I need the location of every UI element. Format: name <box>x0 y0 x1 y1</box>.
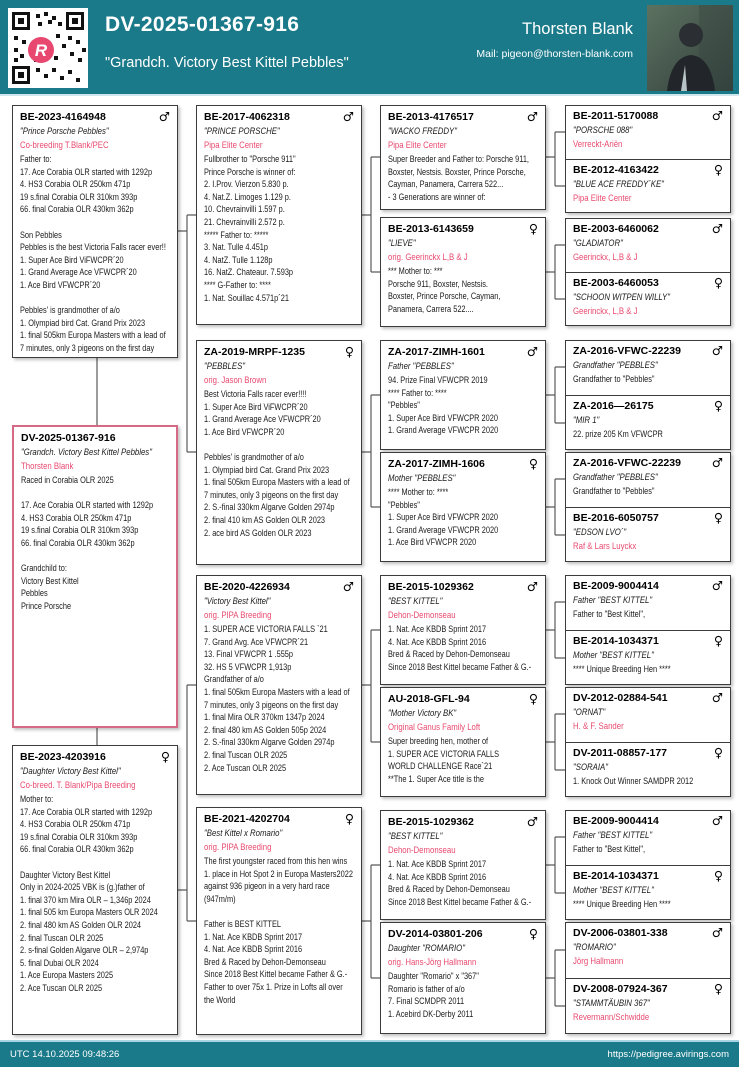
sex-icon: ♀ <box>713 632 723 648</box>
footer <box>0 1040 739 1067</box>
pigeon-name: Grandfather "PEBBLES" <box>573 360 658 371</box>
achievements: 1. SUPER ACE VICTORIA FALLS `21 7. Grand Avg. Ace VFWCPR´21 13. Final VFWCPR 1 .555p 32. HS 5 VFWCPR 1,913p Grandfather of a/o 1. final 505km Europa Masters with a lead of 7 minutes, only 3 pigeons on the first day 1. final Mira OLR 370km 1347p 2024 2. final 480 km AS Golden 505p 2024 2. S.-final 330km Algarve Golden 2974p 2. final Tuscan OLR 2025 2. Ace Tuscan OLR 2025 <box>204 624 350 773</box>
pedigree-box-mmmm <box>566 978 730 1034</box>
pigeon-name: "Mother Victory BK" <box>388 708 457 719</box>
ring-number: BE-2003-6460053 <box>573 276 659 289</box>
sex-icon: ♂ <box>711 108 723 123</box>
pigeon-name: "MIR 1" <box>573 414 600 426</box>
owner-photo <box>647 5 733 91</box>
ring-number: DV-2025-01367-916 <box>21 432 116 444</box>
pedigree-box-fmm <box>380 452 546 562</box>
pedigree-box-fm <box>196 340 362 565</box>
ring-number: DV-2006-03801-338 <box>573 927 668 939</box>
ring-number: DV-2012-02884-541 <box>573 692 668 704</box>
ring-number: BE-2009-9004414 <box>573 580 659 592</box>
achievements: 94. Prize Final VFWCPR 2019 **** Father to: **** "Pebbles" 1. Super Ace Bird VFWCPR 2020 1. Grand Average VFWCPR 2020 <box>388 375 499 436</box>
ring-number: DV-2014-03801-206 <box>388 928 483 940</box>
ring-number: DV-2008-07924-367 <box>573 982 668 995</box>
breeder-name: H. & F. Sander <box>573 721 624 732</box>
breeder-name: Pipa Elite Center <box>573 192 632 204</box>
breeder-name: Co-breed. T. Blank/Pipa Breeding <box>20 780 136 791</box>
pigeon-name: "LIEVE" <box>388 238 416 249</box>
breeder-name: Dehon-Demonseau <box>388 610 456 621</box>
pedigree-box-father <box>12 105 178 358</box>
sex-icon: ♂ <box>158 109 170 124</box>
ring-number: BE-2014-1034371 <box>573 634 659 647</box>
breeder-name: Geerinckx, L,B & J <box>573 252 638 263</box>
pigeon-name: Mother "BEST KITTEL" <box>573 884 654 896</box>
ring-number: ZA-2017-ZIMH-1606 <box>388 458 485 470</box>
ring-number: BE-2009-9004414 <box>573 815 659 827</box>
breeder-name: Jörg Hallmann <box>573 956 624 967</box>
ring-number: DV-2011-08857-177 <box>573 746 667 759</box>
pigeon-name: "WACKO FREDDY" <box>388 126 458 137</box>
breeder-name: orig. PIPA Breeding <box>204 610 272 621</box>
pedigree-box-mm <box>196 807 362 1035</box>
sex-icon: ♂ <box>342 109 354 124</box>
sex-icon: ♀ <box>713 509 723 525</box>
achievements: **** Mother to: **** "Pebbles" 1. Super Ace Bird VFWCPR 2020 1. Grand Average VFWCPR 2020 1. Ace Bird VFWCPR 2020 <box>388 487 499 548</box>
achievements: 1. Nat. Ace KBDB Sprint 2017 4. Nat. Ace KBDB Sprint 2016 Bred & Raced by Dehon-Demonseau Since 2018 Best Kittel became Father & G.- <box>388 624 532 672</box>
pedigree-box-mother <box>12 745 178 1035</box>
ring-number: BE-2012-4163422 <box>573 163 659 176</box>
pigeon-name: Father "PEBBLES" <box>388 361 454 372</box>
achievements: 22. prize 205 Km VFWCPR <box>573 428 663 439</box>
pedigree-pair-mfff-mffm <box>565 575 731 685</box>
achievements: Grandfather to "Pebbles" <box>573 486 655 496</box>
pedigree-box-fmmf <box>566 453 730 507</box>
breeder-name: orig. Geerinckx L,B & J <box>388 252 468 263</box>
achievements: Fullbrother to "Porsche 911" Prince Porsche is winner of: 2. I.Prov. Vierzon 5.830 p. 4. Nat.Z. Limoges 1.129 p. 10. Chevrainvilli 1.597 p. 21. Chevrainvilli 2.572 p. ***** Father to: ***** 3. Nat. Tulle 4.451p 4. NatZ. Tulle 1.128p 16. NatZ. Chateaur. 7.593p **** G-Father to: **** 1. Nat. Souillac 4.571p´21 <box>204 154 296 303</box>
ring-number: BE-2016-6050757 <box>573 511 659 524</box>
achievements: 1. Nat. Ace KBDB Sprint 2017 4. Nat. Ace KBDB Sprint 2016 Bred & Raced by Dehon-Demonseau Since 2018 Best Kittel became Father & G.- <box>388 859 532 907</box>
owner-name: Thorsten Blank <box>522 20 633 38</box>
achievements: Daughter "Romario" x "367" Romario is father of a/o 7. Final SCMDPR 2011 1. Acebird DK-Derby 2011 <box>388 971 479 1019</box>
ring-number: BE-2021-4202704 <box>204 813 290 825</box>
sex-icon: ♂ <box>711 925 723 940</box>
sex-icon: ♂ <box>711 813 723 828</box>
ring-number: BE-2023-4164948 <box>20 111 106 123</box>
pedigree-box-mmf <box>380 810 546 920</box>
pedigree-box-mfff <box>566 576 730 630</box>
sex-icon: ♀ <box>344 811 354 826</box>
achievements: Father to: 17. Ace Corabia OLR started with 1292p 4. HS3 Corabia OLR 250km 471p 19 s.final Corabia OLR 310km 393p 66. final Corabia OLR 430km 362p Son Pebbles Pebbles is the best Victoria Falls racer ever!! 1. Super Ace Bird ViFWCPR´20 1. Grand Average Ace VFWCPR´20 1. Ace Bird VFWCPR´20 Pebbles' is grandmother of a/o 1. Olympiad bird Cat. Grand Prix 2023 1. final 505km Europa Masters with a lead of 7 minutes, only 3 pigeons on the first day <box>20 154 166 353</box>
pedigree-box-mfmm <box>566 742 730 797</box>
footer-url-link[interactable]: https://pedigree.avirings.com <box>607 1049 729 1060</box>
pigeon-name: "SORAIA" <box>573 761 608 773</box>
ring-number: BE-2015-1029362 <box>388 581 474 593</box>
ring-number: BE-2011-5170088 <box>573 110 659 122</box>
sex-icon: ♀ <box>528 456 538 471</box>
pedigree-box-fff <box>380 105 546 210</box>
achievements: *** Mother to: *** Porsche 911, Boxster, Nestsis. Boxster, Prince Porsche, Cayman, Panamera, Carrera 522.... <box>388 266 501 314</box>
pigeon-name: "PEBBLES" <box>204 361 246 372</box>
pedigree-box-fmfm <box>566 395 730 450</box>
breeder-name: Pipa Elite Center <box>204 140 263 151</box>
achievements: **** Unique Breeding Hen **** <box>573 663 671 674</box>
sex-icon: ♂ <box>711 455 723 470</box>
ring-number: BE-2015-1029362 <box>388 816 474 828</box>
pigeon-name: "PRINCE PORSCHE" <box>204 126 280 137</box>
sex-icon: ♀ <box>713 397 723 413</box>
breeder-name: Pipa Elite Center <box>388 140 447 151</box>
pigeon-name: "Victory Best Kittel" <box>204 596 271 607</box>
ring-number: BE-2017-4062318 <box>204 111 290 123</box>
pedigree-box-mmfm <box>566 865 730 920</box>
sex-icon: ♂ <box>526 109 538 124</box>
pigeon-name: "EDSON LVO´" <box>573 526 627 538</box>
achievements: Raced in Corabia OLR 2025 17. Ace Corabia OLR started with 1292p 4. HS3 Corabia OLR 250km 471p 19 s.final Corabia OLR 310km 393p 66. final Corabia OLR 430km 362p Grandchild to: Victory Best Kittel Pebbles Prince Porsche <box>21 475 154 611</box>
achievements: Super breeding hen, mother of 1. SUPER ACE VICTORIA FALLS WORLD CHALLENGE Race`21 **The 1. Super Ace title is the <box>388 736 500 784</box>
pedigree-box-fffm <box>566 159 730 213</box>
pedigree-pair-mmmf-mmmm <box>565 922 731 1034</box>
ring-number: BE-2014-1034371 <box>573 869 659 882</box>
pigeon-name: "BEST KITTEL" <box>388 596 443 607</box>
breeder-name: Thorsten Blank <box>21 461 74 472</box>
pigeon-name: "Prince Porsche Pebbles" <box>20 126 109 137</box>
pigeon-name: Daughter "ROMARIO" <box>388 943 465 954</box>
ring-number: AU-2018-GFL-94 <box>388 693 470 705</box>
ring-number: BE-2023-4203916 <box>20 751 106 763</box>
header <box>0 0 739 96</box>
page-subtitle: "Grandch. Victory Best Kittel Pebbles" <box>105 55 349 71</box>
pedigree-box-mffm <box>566 630 730 685</box>
pigeon-name: "SCHOON WITPEN WILLY" <box>573 291 671 303</box>
footer-timestamp: UTC 14.10.2025 09:48:26 <box>10 1049 120 1060</box>
pigeon-name: "ROMARIO" <box>573 942 616 953</box>
qr-code <box>8 8 88 88</box>
achievements: Super Breeder and Father to: Porsche 911, Boxster, Nestsis. Boxster, Prince Porsche, Cayman, Panamera, Carrera 522... - 3 Generations are winner of: <box>388 154 529 202</box>
ring-number: BE-2020-4226934 <box>204 581 290 593</box>
sex-icon: ♀ <box>713 274 723 290</box>
sex-icon: ♂ <box>342 579 354 594</box>
ring-number: ZA-2016—26175 <box>573 399 654 412</box>
pigeon-name: Mother "BEST KITTEL" <box>573 649 654 661</box>
pigeon-name: "Grandch. Victory Best Kittel Pebbles" <box>21 447 152 458</box>
pedigree-box-mmm <box>380 922 546 1034</box>
ring-number: ZA-2016-VFWC-22239 <box>573 457 681 469</box>
ring-number: BE-2013-6143659 <box>388 223 474 235</box>
sex-icon: ♀ <box>713 744 723 760</box>
pedigree-box-mf <box>196 575 362 795</box>
sex-icon: ♀ <box>713 867 723 883</box>
svg-text:R: R <box>34 41 48 60</box>
pigeon-name: "PORSCHE 088" <box>573 125 633 136</box>
achievements: Father to "Best Kittel", <box>573 844 646 854</box>
ring-number: BE-2013-4176517 <box>388 111 474 123</box>
breeder-name: orig. Hans-Jörg Hallmann <box>388 957 477 968</box>
pedigree-pair-mfmf-mfmm <box>565 687 731 797</box>
pigeon-name: Grandfather "PEBBLES" <box>573 472 658 483</box>
pedigree-pair-fmff-fmfm <box>565 340 731 450</box>
pedigree-pair-fmmf-fmmm <box>565 452 731 562</box>
pedigree-box-ffff <box>566 106 730 159</box>
pedigree-box-fmff <box>566 341 730 395</box>
page-title: DV-2025-01367-916 <box>105 13 300 36</box>
sex-icon: ♀ <box>528 221 538 236</box>
pedigree-pair-ffff-fffm <box>565 105 731 213</box>
pedigree-box-ffmm <box>566 272 730 326</box>
ring-number: ZA-2019-MRPF-1235 <box>204 346 305 358</box>
sex-icon: ♀ <box>528 926 538 941</box>
breeder-name: Geerinckx, L,B & J <box>573 305 638 317</box>
breeder-name: Revermann/Schwidde <box>573 1011 650 1023</box>
pedigree-box-ffm <box>380 217 546 327</box>
pedigree-box-ffmf <box>566 219 730 272</box>
pigeon-name: "Best Kittel x Romario" <box>204 828 283 839</box>
pedigree-box-subject <box>12 425 178 728</box>
pigeon-name: "BLUE ACE FREDDY´KE" <box>573 178 664 190</box>
achievements: 1. Knock Out Winner SAMDPR 2012 <box>573 775 694 786</box>
sex-icon: ♂ <box>711 221 723 236</box>
pedigree-pair-ffmf-ffmm <box>565 218 731 326</box>
pigeon-name: "BEST KITTEL" <box>388 831 443 842</box>
achievements: Best Victoria Falls racer ever!!!! 1. Super Ace Bird ViFWCPR´20 1. Grand Average Ace VFWCPR´20 1. Ace Bird VFWCPR´20 Pebbles' is grandmother of a/o 1. Olympiad bird Cat. Grand Prix 2023 1. final 505km Europa Masters with a lead of 7 minutes, only 3 pigeons on the first day 2. S.-final 330km Algarve Golden 2974p 2. final 410 km AS Golden OLR 2023 2. ace bird AS Golden OLR 2023 <box>204 389 350 538</box>
pedigree-box-fmmm <box>566 507 730 562</box>
achievements: Grandfather to "Pebbles" <box>573 374 655 384</box>
sex-icon: ♂ <box>526 814 538 829</box>
breeder-name: orig. PIPA Breeding <box>204 842 272 853</box>
ring-number: BE-2003-6460062 <box>573 223 659 235</box>
breeder-name: Verreckt-Ariën <box>573 139 623 150</box>
pedigree-box-mmff <box>566 811 730 865</box>
pedigree-box-fmf <box>380 340 546 450</box>
sex-icon: ♂ <box>711 343 723 358</box>
pigeon-name: "ORNAT" <box>573 707 606 718</box>
pigeon-name: Mother "PEBBLES" <box>388 473 456 484</box>
pedigree-box-ff <box>196 105 362 325</box>
achievements: **** Unique Breeding Hen **** <box>573 898 671 909</box>
pedigree-box-mfmf <box>566 688 730 742</box>
sex-icon: ♀ <box>528 691 538 706</box>
pedigree-box-mff <box>380 575 546 685</box>
sex-icon: ♀ <box>160 749 170 764</box>
pedigree-box-mfm <box>380 687 546 797</box>
sex-icon: ♀ <box>344 344 354 359</box>
sex-icon: ♀ <box>713 161 723 177</box>
achievements: The first youngster raced from this hen wins 1. place in Hot Spot 2 in Europa Masters2022 against 936 pigeon in a very hard race (947m/m) Father is BEST KITTEL 1. Nat. Ace KBDB Sprint 2017 4. Nat. Ace KBDB Sprint 2016 Bred & Raced by Dehon-Demonseau Since 2018 Best Kittel became Father & G.- Father to over 75x 1. Prize in Lofts all over the World <box>204 856 353 1005</box>
breeder-name: Dehon-Demonseau <box>388 845 456 856</box>
breeder-name: Co-breeding T.Blank/PEC <box>20 140 109 151</box>
owner-mail-link[interactable]: Mail: pigeon@thorsten-blank.com <box>476 48 633 60</box>
breeder-name: orig. Jason Brown <box>204 375 267 386</box>
achievements: Mother to: 17. Ace Corabia OLR started with 1292p 4. HS3 Corabia OLR 250km 471p 19 s.final Corabia OLR 310km 393p 66. final Corabia OLR 430km 362p Daughter Victory Best Kittel Only in 2024-2025 VBK is (g.)father of 1. final 370 km Mira OLR – 1,346p 2024 1. final 505 km Europa Masters OLR 2024 2. final 480 km AS Golden OLR 2024 2. final Tuscan OLR 2025 2. s-final Golden Algarve OLR – 2,974p 5. final Dubai OLR 2024 1. Ace Europa Masters 2025 2. Ace Tuscan OLR 2025 <box>20 794 158 993</box>
pigeon-name: "GLADIATOR" <box>573 238 623 249</box>
achievements: Father to "Best Kittel", <box>573 609 646 619</box>
sex-icon: ♂ <box>526 579 538 594</box>
pigeon-name: "STAMMTÄUBIN 367" <box>573 997 650 1009</box>
sex-icon: ♂ <box>711 690 723 705</box>
ring-number: ZA-2017-ZIMH-1601 <box>388 346 485 358</box>
pigeon-name: "Daughter Victory Best Kittel" <box>20 766 121 777</box>
pedigree-pair-mmff-mmfm <box>565 810 731 920</box>
pigeon-name: Father "BEST KITTEL" <box>573 830 653 841</box>
breeder-name: Raf & Lars Luyckx <box>573 540 637 552</box>
ring-number: ZA-2016-VFWC-22239 <box>573 345 681 357</box>
sex-icon: ♂ <box>711 578 723 593</box>
breeder-name: Original Ganus Family Loft <box>388 722 481 733</box>
pedigree-box-mmmf <box>566 923 730 978</box>
sex-icon: ♂ <box>526 344 538 359</box>
pigeon-name: Father "BEST KITTEL" <box>573 595 653 606</box>
sex-icon: ♀ <box>713 980 723 996</box>
